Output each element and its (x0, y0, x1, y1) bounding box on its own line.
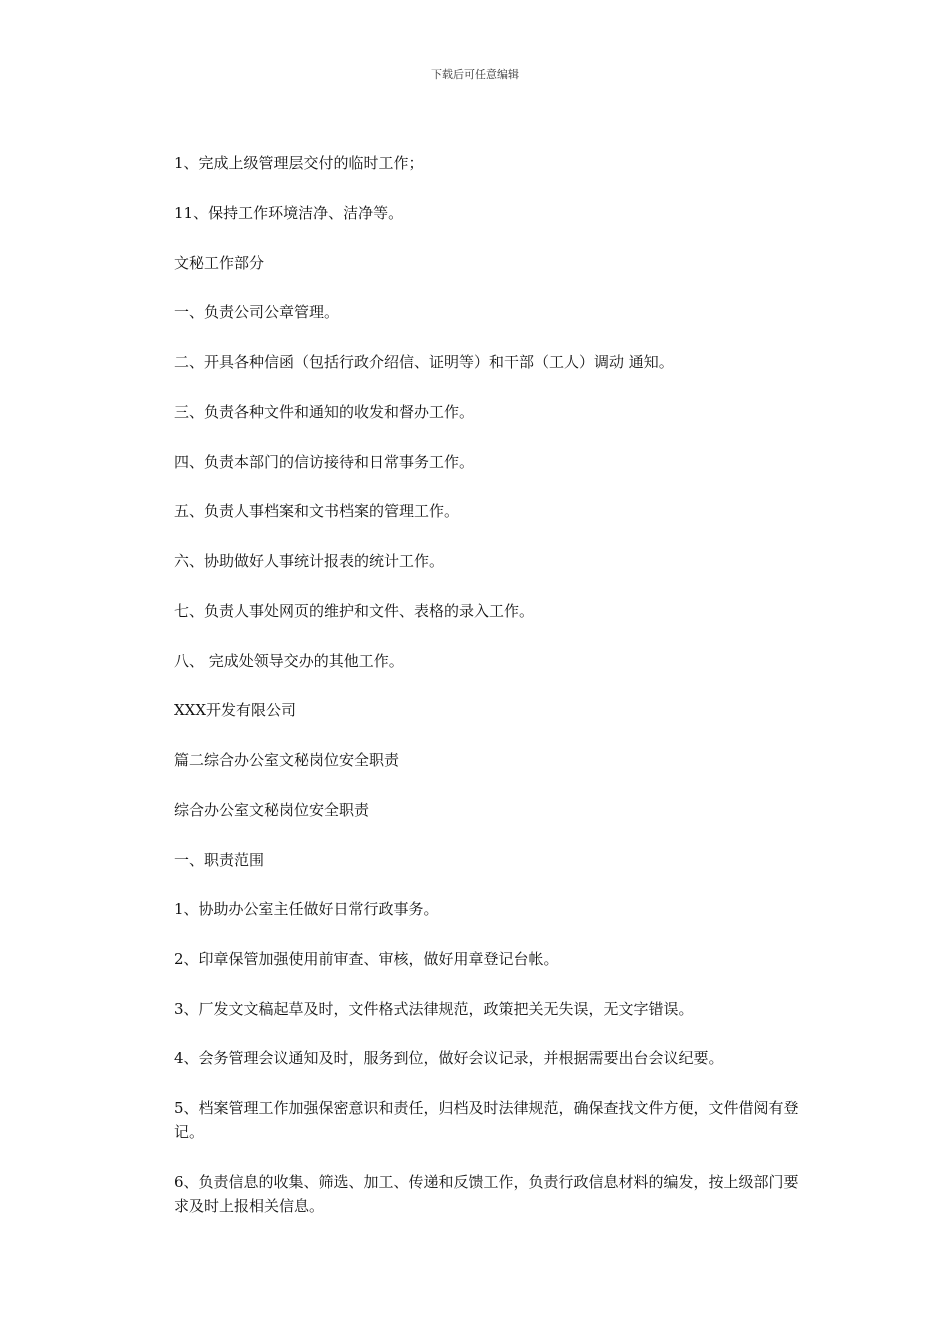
duty-item-3: 3、厂发文文稿起草及时，文件格式法律规范，政策把关无失误，无文字错误。 (174, 1000, 694, 1018)
paragraph-6: 四、负责本部门的信访接待和日常事务工作。 (174, 453, 475, 471)
page-header-note: 下载后可任意编辑 (431, 68, 519, 81)
section-heading: 文秘工作部分 (174, 254, 265, 272)
document-title: 综合办公室文秘岗位安全职责 (174, 801, 370, 819)
paragraph-9: 七、负责人事处网页的维护和文件、表格的录入工作。 (174, 602, 535, 620)
duty-item-4: 4、会务管理会议通知及时，服务到位，做好会议记录，并根据需要出台会议纪要。 (174, 1049, 724, 1067)
paragraph-10: 八、 完成处领导交办的其他工作。 (174, 652, 404, 670)
paragraph-8: 六、协助做好人事统计报表的统计工作。 (174, 552, 445, 570)
chapter-title: 篇二综合办公室文秘岗位安全职责 (174, 751, 400, 769)
duty-item-2: 2、印章保管加强使用前审查、审核，做好用章登记台帐。 (174, 950, 559, 968)
section-heading-scope: 一、职责范围 (174, 851, 265, 869)
paragraph-7: 五、负责人事档案和文书档案的管理工作。 (174, 502, 460, 520)
duty-item-5: 5、档案管理工作加强保密意识和责任，归档及时法律规范，确保查找文件方便，文件借阅有登记。 (174, 1099, 799, 1141)
paragraph-5: 三、负责各种文件和通知的收发和督办工作。 (174, 403, 475, 421)
paragraph-2: 11、保持工作环境洁净、洁净等。 (174, 204, 404, 222)
company-name: XXX开发有限公司 (174, 701, 297, 719)
duty-item-1: 1、协助办公室主任做好日常行政事务。 (174, 900, 439, 918)
duty-item-6: 6、负责信息的收集、筛选、加工、传递和反馈工作，负责行政信息材料的编发，按上级部门要求及时上报相关信息。 (174, 1173, 799, 1215)
paragraph-4: 二、开具各种信函（包括行政介绍信、证明等）和干部（工人）调动 通知。 (174, 353, 674, 371)
paragraph-3: 一、负责公司公章管理。 (174, 303, 340, 321)
paragraph-1: 1、完成上级管理层交付的临时工作； (174, 154, 424, 172)
